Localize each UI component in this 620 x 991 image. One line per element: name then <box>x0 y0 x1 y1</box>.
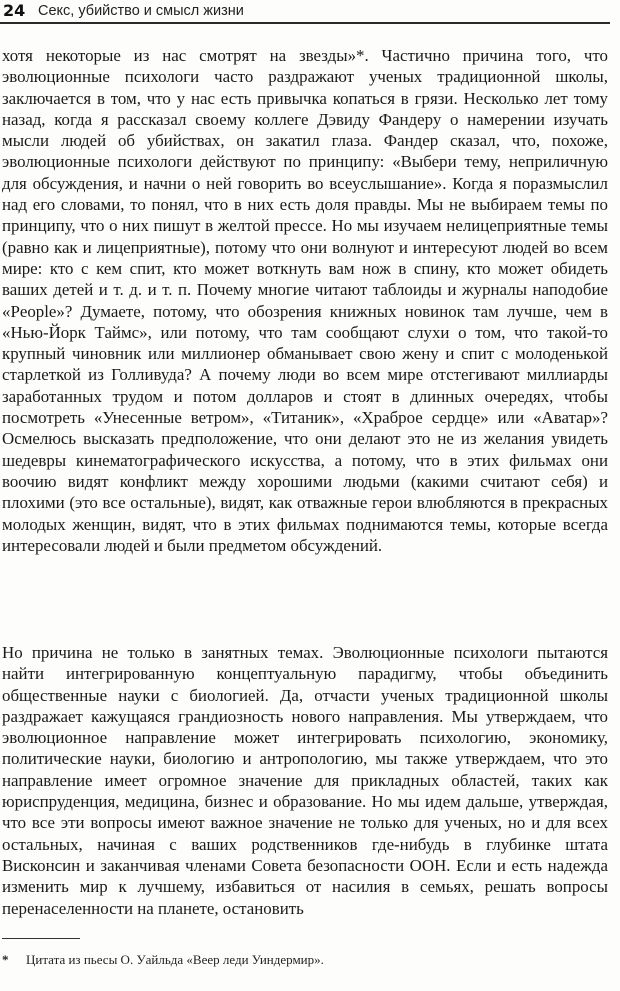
page-number: 24 <box>3 1 26 20</box>
footnote-rule <box>2 938 80 939</box>
footnote-text: Цитата из пьесы О. Уайльда «Веер леди Уиндермир». <box>26 952 324 967</box>
footnote-marker: * <box>2 952 9 967</box>
body-paragraph-2: Но причина не только в занятных темах. Эволюционные психологи пытаются найти интегрированную концептуальную парадигму, чтобы объединить общественные науки с биологией. Да, отчасти ученых традиционной школы раздражает кажущаяся грандиозность нового направления. Мы утверждаем, что эволюционное направление может интегрировать психологию, экономику, политические науки, биологию и антропологию, мы также утверждаем, что это направление имеет огромное значение для прикладных областей, таких как юриспруденция, медицина, бизнес и образование. Но мы идем дальше, утверждая, что все эти вопросы имеют важное значение не только для ученых, но и для всех остальных, начиная с ваших родственников где-нибудь в глубинке штата Висконсин и заканчивая членами Совета безопасности ООН. Если и есть надежда изменить мир к лучшему, избавиться от насилия в семьях, решать вопросы перенаселенности на планете, остановить <box>2 643 608 918</box>
header-rule <box>0 22 610 24</box>
body-paragraph-1: хотя некоторые из нас смотрят на звезды»*. Частично причина того, что эволюционные психологи часто раздражают ученых традиционной школы, заключается в том, что у нас есть привычка копаться в грязи. Несколько лет тому назад, когда я рассказал своему коллеге Дэвиду Фандеру о намерении изучать мысли людей об убийствах, он закатил глаза. Фандер сказал, что, похоже, эволюционные психологи действуют по принципу: «Выбери тему, неприличную для обсуждения, и начни о ней говорить во всеуслышание». Когда я поразмыслил над его словами, то понял, что в них есть доля правды. Мы не выбираем темы по принципу, что о них пишут в желтой прессе. Но мы изучаем нелицеприятные темы (равно как и лицеприятные), потому что они волнуют и интересуют людей во всем мире: кто с кем спит, кто может воткнуть вам нож в спину, кто может обидеть ваших детей и т. д. и т. п. Почему многие читают таблоиды и журналы наподобие «People»? Думаете, потому, что обозрения книжных новинок там лучше, чем в «Нью-Йорк Таймс», или потому, что там сообщают слухи о том, что такой-то крупный чиновник или миллионер обманывает свою жену и спит с молоденькой старлеткой из Голливуда? А почему люди во всем мире отстегивают миллиарды заработанных трудом и потом долларов и стоят в длинных очередях, чтобы посмотреть «Унесенные ветром», «Титаник», «Храброе сердце» или «Аватар»? Осмелюсь высказать предположение, что они делают это не из желания увидеть шедевры кинематографического искусства, а потому, что в этих фильмах они воочию видят конфликт между хорошими людьми (какими считают себя) и плохими (это все остальные), видят, как отважные герои влюбляются в прекрасных молодых женщин, видят, что в этих фильмах поднимаются темы, которые всегда интересовали людей и были предметом обсуждений. <box>2 46 608 555</box>
running-header <box>0 0 620 26</box>
footnote <box>2 952 602 968</box>
running-title: Секс, убийство и смысл жизни <box>38 3 244 19</box>
